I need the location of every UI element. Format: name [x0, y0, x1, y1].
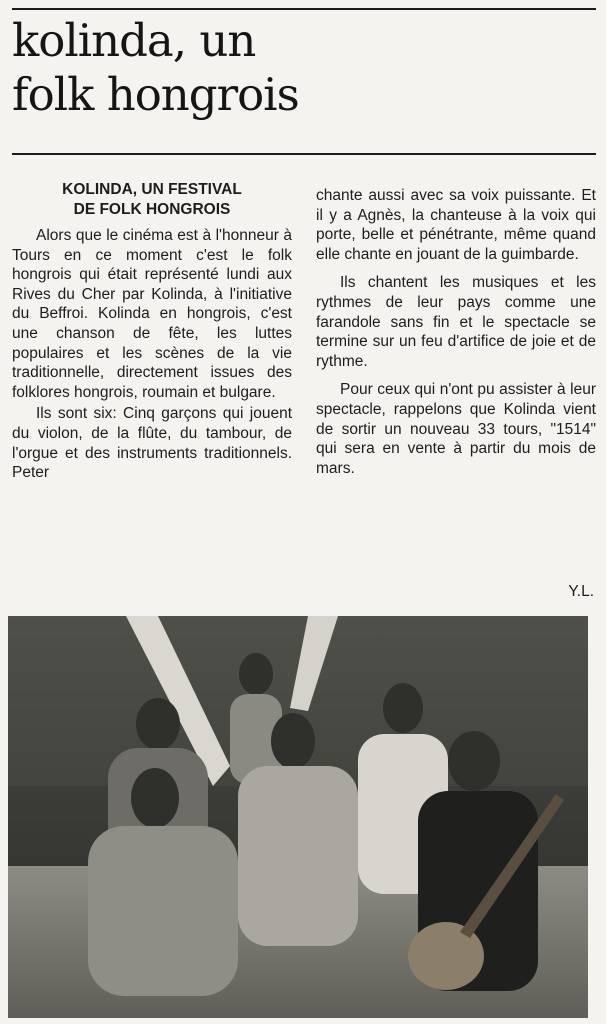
member-center-body	[238, 766, 358, 946]
paragraph-5: Pour ceux qui n'ont pu assister à leur spectacle, rappelons que Kolinda vient de sortir un nouveau 33 tours, "1514" qui sera en vente à partir du mois de mars.	[316, 381, 596, 477]
article-subhead	[12, 180, 292, 220]
paragraph-4: Ils chantent les musiques et les rythmes de leur pays comme une farandole sans fin et le spectacle se termine sur un feu d'artifice de joie et de rythme.	[316, 274, 596, 370]
subhead-line-1: KOLINDA, UN FESTIVAL	[62, 181, 242, 198]
band-photo	[8, 616, 588, 1018]
paragraph-2: Ils sont six: Cinq garçons qui jouent du violon, de la flûte, du tambour, de l'orgue et des instruments traditionnels. Peter	[12, 405, 292, 482]
headline	[12, 14, 596, 122]
headline-line-1: kolinda, un	[12, 14, 256, 67]
headline-rule	[12, 153, 596, 155]
article-column-right	[316, 186, 596, 478]
member-front-left-head	[131, 768, 179, 828]
author-signature: Y.L.	[568, 583, 594, 600]
paragraph-1: Alors que le cinéma est à l'honneur à Tours en ce moment c'est le folk hongrois qui était représenté lundi aux Rives du Cher par Kolinda, à l'initiative du Beffroi. Kolinda en hongrois, c'est une chanson de fête, les luttes populaires et les scènes de la vie traditionnelle, directement issues des folklores hongrois, roumain et bulgare.	[12, 227, 292, 401]
member-center-head	[271, 713, 315, 769]
article-column-left	[12, 180, 292, 483]
member-front-left-body	[88, 826, 238, 996]
member-right-head	[383, 683, 423, 733]
member-front-right-head	[448, 731, 500, 791]
subhead-line-2: DE FOLK HONGROIS	[73, 201, 231, 218]
paragraph-3: chante aussi avec sa voix puissante. Et il y a Agnès, la chanteuse à la voix qui porte, belle et pénétrante, même quand elle chante en jouant de la guimbarde.	[316, 187, 596, 263]
top-rule	[12, 8, 596, 10]
member-left-head	[136, 698, 180, 750]
member-standing-back-head	[239, 653, 273, 695]
headline-line-2: folk hongrois	[12, 68, 299, 121]
